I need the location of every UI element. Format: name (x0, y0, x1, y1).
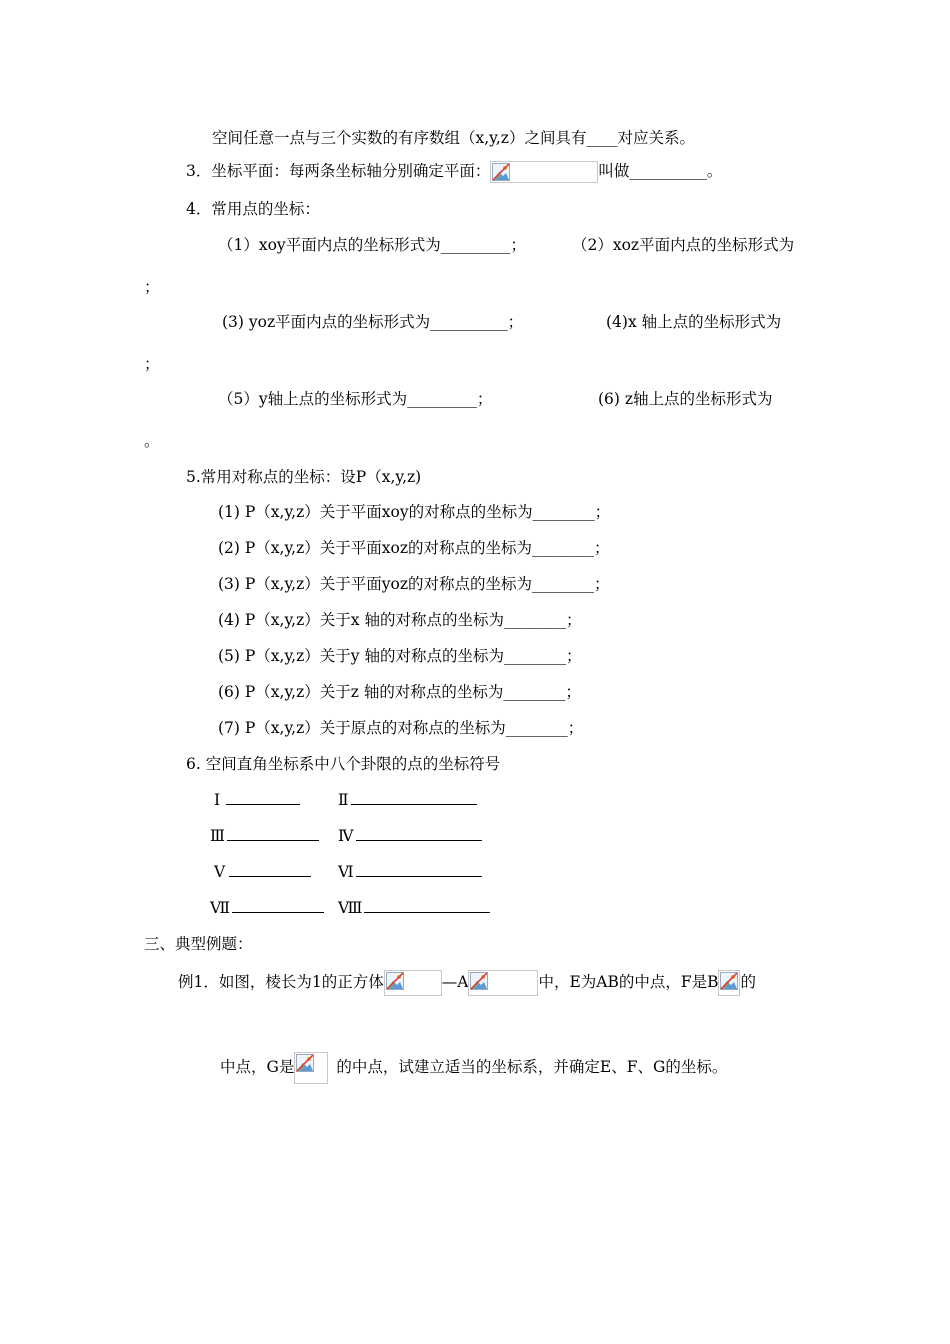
sym-item: (2) P（x,y,z）关于平面xoz的对称点的坐标为________； (218, 539, 610, 557)
sym-item: (5) P（x,y,z）关于y 轴的对称点的坐标为________； (218, 647, 582, 665)
item-4-2: （2）xoz平面内点的坐标形式为 (572, 236, 795, 254)
section-6-title: 6. 空间直角坐标系中八个卦限的点的坐标符号 (186, 755, 501, 773)
broken-image-icon (720, 972, 738, 990)
section-5-title: 5.常用对称点的坐标：设P（x,y,z) (186, 468, 422, 486)
octant-label: Ⅶ (210, 899, 231, 917)
semicolon: ； (144, 355, 160, 373)
octant-label: Ⅰ (214, 791, 221, 809)
octant-label: Ⅷ (338, 899, 363, 917)
sym-item: (7) P（x,y,z）关于原点的对称点的坐标为________； (218, 719, 584, 737)
answer-blank (356, 861, 482, 877)
period: 。 (144, 432, 160, 450)
item-4-1: （1）xoy平面内点的坐标形式为_________； (218, 236, 526, 254)
answer-blank (229, 861, 311, 877)
example-text: 例1．如图，棱长为1的正方体 (178, 973, 384, 991)
item-4-4: (4)x 轴上点的坐标形式为 (606, 313, 782, 331)
broken-image-icon (296, 1054, 314, 1072)
octant-label: Ⅱ (338, 791, 349, 809)
item-4-3: (3) yoz平面内点的坐标形式为__________； (222, 313, 524, 331)
octant-label: Ⅲ (210, 827, 225, 845)
example-text: 中点，G是 (220, 1058, 295, 1076)
example-text: 的 (740, 973, 756, 991)
sym-item: (6) P（x,y,z）关于z 轴的对称点的坐标为________； (218, 683, 581, 701)
octant-6 (338, 861, 482, 883)
section-3-suffix: 叫做__________。 (598, 162, 723, 180)
image-placeholder (294, 1052, 328, 1084)
answer-blank (226, 789, 300, 805)
answer-blank (351, 789, 477, 805)
octant-1 (214, 789, 300, 811)
answer-blank (364, 897, 490, 913)
octant-label: Ⅵ (338, 863, 354, 881)
item-4-5: （5）y轴上点的坐标形式为_________； (218, 390, 493, 408)
section-3-prefix: 3．坐标平面：每两条坐标轴分别确定平面： (186, 162, 491, 180)
image-placeholder (384, 970, 442, 996)
sym-item: (1) P（x,y,z）关于平面xoy的对称点的坐标为________； (218, 503, 611, 521)
example-text: 中，E为AB的中点，F是B (538, 973, 719, 991)
octant-5 (214, 861, 311, 883)
image-placeholder (718, 970, 740, 996)
answer-blank (356, 825, 482, 841)
image-placeholder (490, 161, 598, 183)
example-text: 的中点，试建立适当的坐标系，并确定E、F、G的坐标。 (336, 1058, 728, 1076)
broken-image-icon (470, 972, 488, 990)
sym-item: (3) P（x,y,z）关于平面yoz的对称点的坐标为________； (218, 575, 610, 593)
answer-blank (227, 825, 319, 841)
broken-image-icon (492, 163, 510, 181)
octant-7 (210, 897, 324, 919)
example-1-line-1 (178, 970, 756, 996)
image-placeholder (468, 970, 538, 996)
section-4-title: 4．常用点的坐标： (186, 200, 320, 218)
octant-4 (338, 825, 482, 847)
example-1-line-2 (220, 1052, 727, 1084)
sym-item: (4) P（x,y,z）关于x 轴的对称点的坐标为________； (218, 611, 582, 629)
text-line: 空间任意一点与三个实数的有序数组（x,y,z）之间具有____对应关系。 (212, 129, 695, 147)
semicolon: ； (144, 278, 160, 296)
broken-image-icon (386, 972, 404, 990)
octant-label: Ⅴ (214, 863, 226, 881)
octant-label: Ⅳ (338, 827, 354, 845)
item-4-6: (6) z轴上点的坐标形式为 (598, 390, 773, 408)
octant-3 (210, 825, 319, 847)
section-heading-examples: 三、典型例题： (144, 935, 253, 953)
section-3 (186, 160, 722, 183)
octant-2 (338, 789, 477, 811)
example-text: —A (441, 973, 469, 991)
answer-blank (232, 897, 324, 913)
octant-8 (338, 897, 490, 919)
